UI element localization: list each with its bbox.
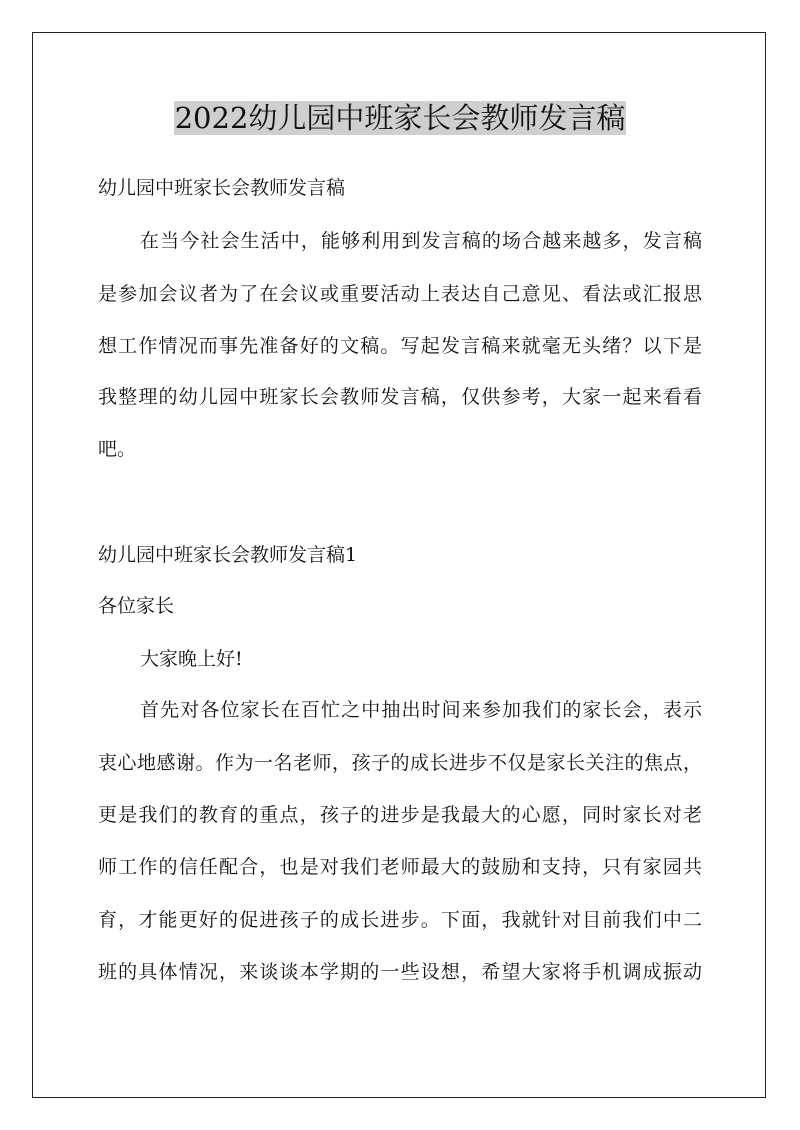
body-line-6: 班的具体情况，来谈谈本学期的一些设想，希望大家将手机调成振动 bbox=[98, 961, 702, 983]
body-line-5: 育，才能更好的促进孩子的成长进步。下面，我就针对目前我们中二 bbox=[98, 909, 702, 931]
body-line-3: 更是我们的教育的重点，孩子的进步是我最大的心愿，同时家长对老 bbox=[98, 804, 702, 826]
body-line-4: 师工作的信任配合，也是对我们老师最大的鼓励和支持，只有家园共 bbox=[98, 856, 702, 878]
body-line-2: 衷心地感谢。作为一名老师，孩子的成长进步不仅是家长关注的焦点， bbox=[98, 752, 702, 774]
salutation: 各位家长 bbox=[98, 595, 175, 617]
intro-line-5: 吧。 bbox=[98, 438, 137, 460]
intro-line-1: 在当今社会生活中，能够利用到发言稿的场合越来越多，发言稿 bbox=[140, 230, 702, 252]
section-heading: 幼儿园中班家长会教师发言稿1 bbox=[98, 544, 358, 566]
intro-line-2: 是参加会议者为了在会议或重要活动上表达自己意见、看法或汇报思 bbox=[98, 283, 702, 305]
document-title-text: 2022幼儿园中班家长会教师发言稿 bbox=[174, 101, 626, 135]
intro-line-3: 想工作情况而事先准备好的文稿。写起发言稿来就毫无头绪？以下是 bbox=[98, 335, 702, 357]
greeting: 大家晚上好! bbox=[140, 648, 243, 670]
body-line-1: 首先对各位家长在百忙之中抽出时间来参加我们的家长会，表示 bbox=[140, 699, 702, 721]
document-title bbox=[0, 98, 800, 138]
intro-line-4: 我整理的幼儿园中班家长会教师发言稿，仅供参考，大家一起来看看 bbox=[98, 386, 702, 408]
document-subtitle: 幼儿园中班家长会教师发言稿 bbox=[98, 177, 346, 199]
